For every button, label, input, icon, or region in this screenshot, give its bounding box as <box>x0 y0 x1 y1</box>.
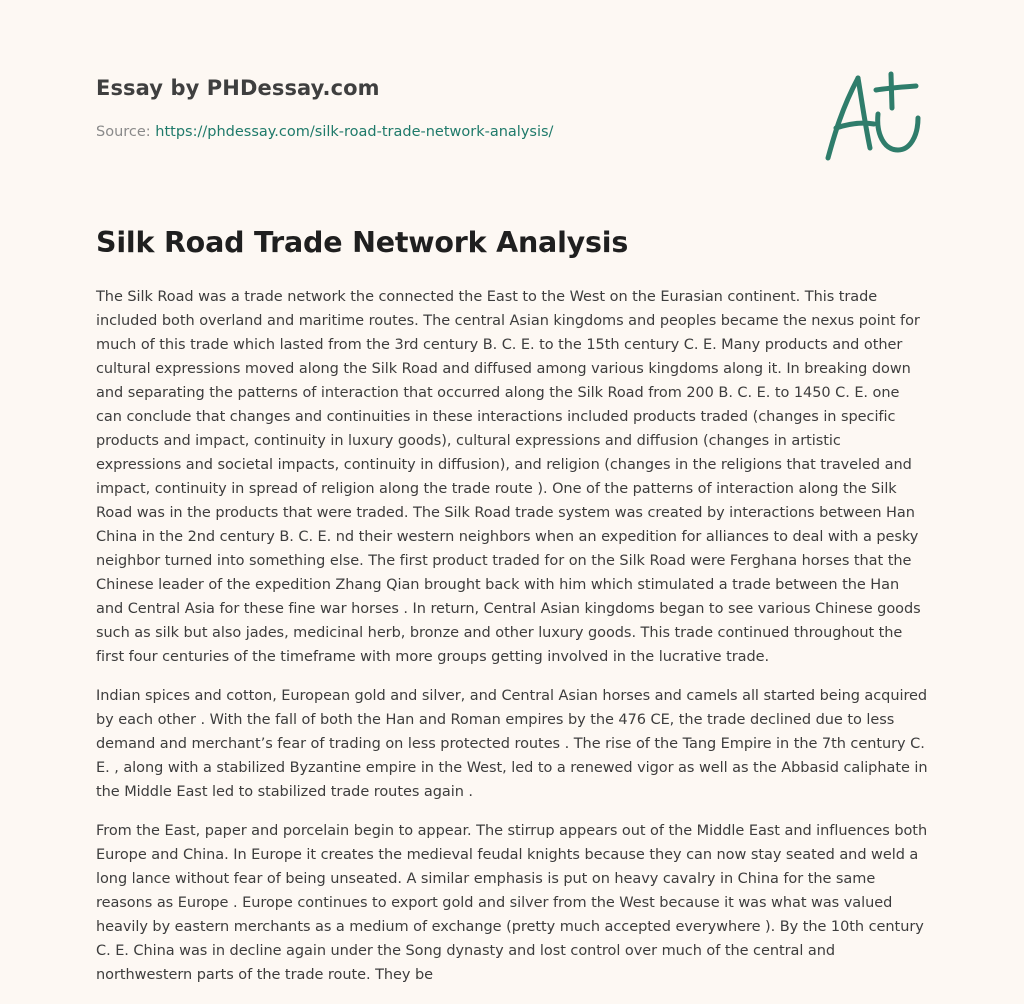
paragraph: From the East, paper and porcelain begin to appear. The stirrup appears out of the Middle East and influences both Europe and China. In Europe it creates the medieval feudal knights because they can now stay seated and weld a long lance without fear of being unseated. A similar emphasis is put on heavy cavalry in China for the same reasons as Europe . Europe continues to export gold and silver from the West because it was what was valued heavily by eastern merchants as a medium of exchange (pretty much accepted everywhere ). By the 10th century C. E. China was in decline again under the Song dynasty and lost control over much of the central and northwestern parts of the trade route. They be <box>96 823 928 983</box>
source-line <box>96 124 553 140</box>
a-plus-logo-icon <box>818 66 928 166</box>
source-link[interactable]: https://phdessay.com/silk-road-trade-network-analysis/ <box>155 124 554 140</box>
essay-body <box>96 285 928 1002</box>
source-label: Source: <box>96 124 156 140</box>
site-brand: Essay by PHDessay.com <box>96 76 380 100</box>
paragraph: Indian spices and cotton, European gold and silver, and Central Asian horses and camels all started being acquired by each other . With the fall of both the Han and Roman empires by the 476 CE, the trade declined due to less demand and merchant’s fear of trading on less protected routes . The rise of the Tang Empire in the 7th century C. E. , along with a stabilized Byzantine empire in the West, led to a renewed vigor as well as the Abbasid caliphate in the Middle East led to stabilized trade routes again . <box>96 688 928 800</box>
paragraph: The Silk Road was a trade network the connected the East to the West on the Eurasian continent. This trade included both overland and maritime routes. The central Asian kingdoms and peoples became the nexus point for much of this trade which lasted from the 3rd century B. C. E. to the 15th century C. E. Many products and other cultural expressions moved along the Silk Road and diffused among various kingdoms along it. In breaking down and separating the patterns of interaction that occurred along the Silk Road from 200 B. C. E. to 1450 C. E. one can conclude that changes and continuities in these interactions included products traded (changes in specific products and impact, continuity in luxury goods), cultural expressions and diffusion (changes in artistic expressions and societal impacts, continuity in diffusion), and religion (changes in the religions that traveled and impact, continuity in spread of religion along the trade route ). One of the patterns of interaction along the Silk Road was in the products that were traded. The Silk Road trade system was created by interactions between Han China in the 2nd century B. C. E. nd their western neighbors when an expedition for alliances to deal with a pesky neighbor turned into something else. The first product traded for on the Silk Road were Ferghana horses that the Chinese leader of the expedition Zhang Qian brought back with him which stimulated a trade between the Han and Central Asia for these fine war horses . In return, Central Asian kingdoms began to see various Chinese goods such as silk but also jades, medicinal herb, bronze and other luxury goods. This trade continued throughout the first four centuries of the timeframe with more groups getting involved in the lucrative trade. <box>96 289 921 665</box>
essay-title: Silk Road Trade Network Analysis <box>96 226 629 259</box>
